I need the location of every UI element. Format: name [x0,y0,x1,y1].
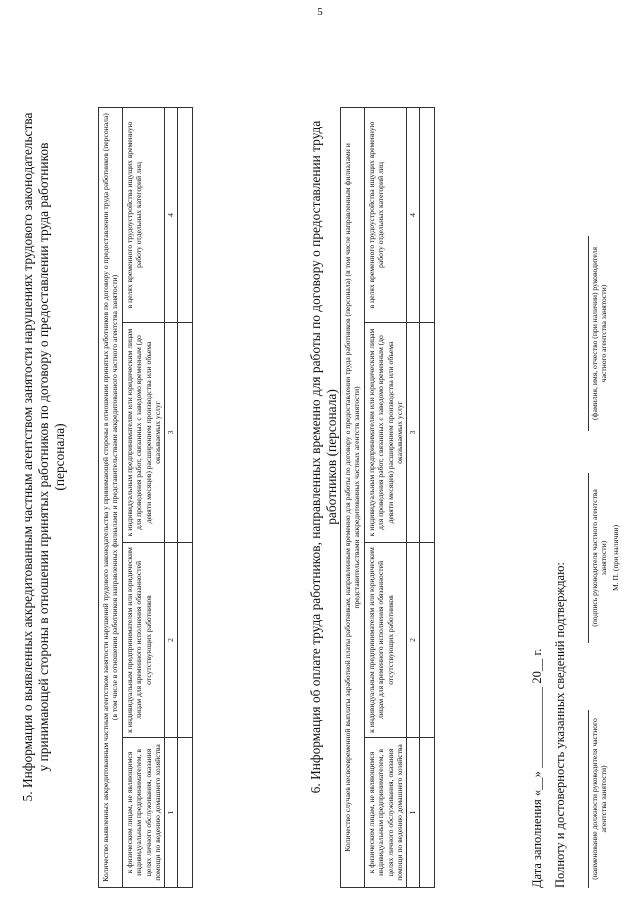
table-cell: в целях временного трудоустройства ищущих временную работу отдельных категорий лиц [364,107,407,322]
column-number: 2 [407,543,419,738]
table-row [419,107,434,887]
column-number: 3 [407,323,419,543]
confirmation-text: Полноту и достоверность указанных сведений подтверждаю: [553,562,567,888]
empty-cell[interactable] [419,323,434,543]
section6-title-line1: 6. Информация об оплате труда работников, направленных временно для работы по договору о предоставлении труда [308,120,323,794]
table-cell: к индивидуальным предпринимателям или юридическим лицам для проведения работ, связанных с заведомо временным (до девяти месяцев) расширением производства или объема оказываемых услуг [364,323,407,543]
signature-position-caption: (наименование должности руководителя частного агентства занятости) [588,710,608,888]
date-line: Дата заполнения «__» _____________ 20__ г. [530,648,544,888]
column-number: 1 [165,738,177,888]
table-row [364,107,407,887]
table-row [122,107,165,887]
column-number: 4 [165,107,177,322]
section5-table-header: Количество выявленных аккредитованным частным агентством занятости нарушений трудового законодательства у принимающей стороны в отношении принятых работников по договору о предоставлении труда работников (персонала) (в том числе в отношении работников направленных филиалами и представительствами аккредитованного частного агентства занятости) [99,107,123,887]
table-row [165,107,177,887]
table-cell: к индивидуальным предпринимателям или юридическим лицам для проведения работ, связанных с заведомо временным (до девяти месяцев) расширением производства или объема оказываемых услуг [122,323,165,543]
empty-cell[interactable] [177,738,192,888]
table-cell: в целях временного трудоустройства ищущих временную работу отдельных категорий лиц [122,107,165,322]
section5-title-line1: 5. Информация о выявленных аккредитованным частным агентством занятости нарушениях трудового законодательства [20,112,35,802]
column-number: 4 [407,107,419,322]
section6-table-header: Количество случаев несвоевременной выплаты заработной платы работникам, направленным временно для работы по договору о предоставлении труда работников (персонала) (в том числе направленным филиалами и представительствами аккредитованных частных агентств занятости) [341,107,365,887]
section5-title-line3: (персонала) [52,423,67,491]
column-number: 3 [165,323,177,543]
empty-cell[interactable] [419,738,434,888]
rotated-page-content [20,26,620,888]
empty-cell[interactable] [177,107,192,322]
empty-cell[interactable] [419,543,434,738]
seal-caption: М. П. (при наличии) [611,525,620,592]
table-row [407,107,419,887]
section5-table [98,107,193,888]
empty-cell[interactable] [177,543,192,738]
table-row [341,107,365,887]
column-number: 1 [407,738,419,888]
column-number: 2 [165,543,177,738]
section5-title-line2: у принимающей стороны в отношении принятых работников по договору о предоставлении труда работников [36,142,51,772]
table-cell: к физическим лицам, не являющимся индивидуальным предпринимателем, в целях личного обслуживания, оказания помощи по ведению домашнего хозяйства [364,738,407,888]
empty-cell[interactable] [177,323,192,543]
page-number: 5 [317,6,323,18]
table-cell: к индивидуальным предпринимателям или юридическим лицам для временного исполнения обязанностей отсутствующих работников [122,543,165,738]
section6-title-line2: работников (персонала) [324,389,339,525]
section6-heading [308,26,340,888]
section6-table [340,107,435,888]
table-row [177,107,192,887]
table-cell: к индивидуальным предпринимателям или юридическим лицам для временного исполнения обязанностей отсутствующих работников [364,543,407,738]
empty-cell[interactable] [419,107,434,322]
signature-name-caption: (фамилия, имя, отчество (при наличии) руководителя частного агентства занятости) [588,236,608,431]
table-cell: к физическим лицам, не являющимся индивидуальным предпринимателем, в целях личного обслуживания, оказания помощи по ведению домашнего хозяйства [122,738,165,888]
signature-caption: (подпись руководителя частного агентства занятости) М. П. (при наличии) [588,473,620,643]
section5-heading [20,26,68,888]
table-row [99,107,123,887]
